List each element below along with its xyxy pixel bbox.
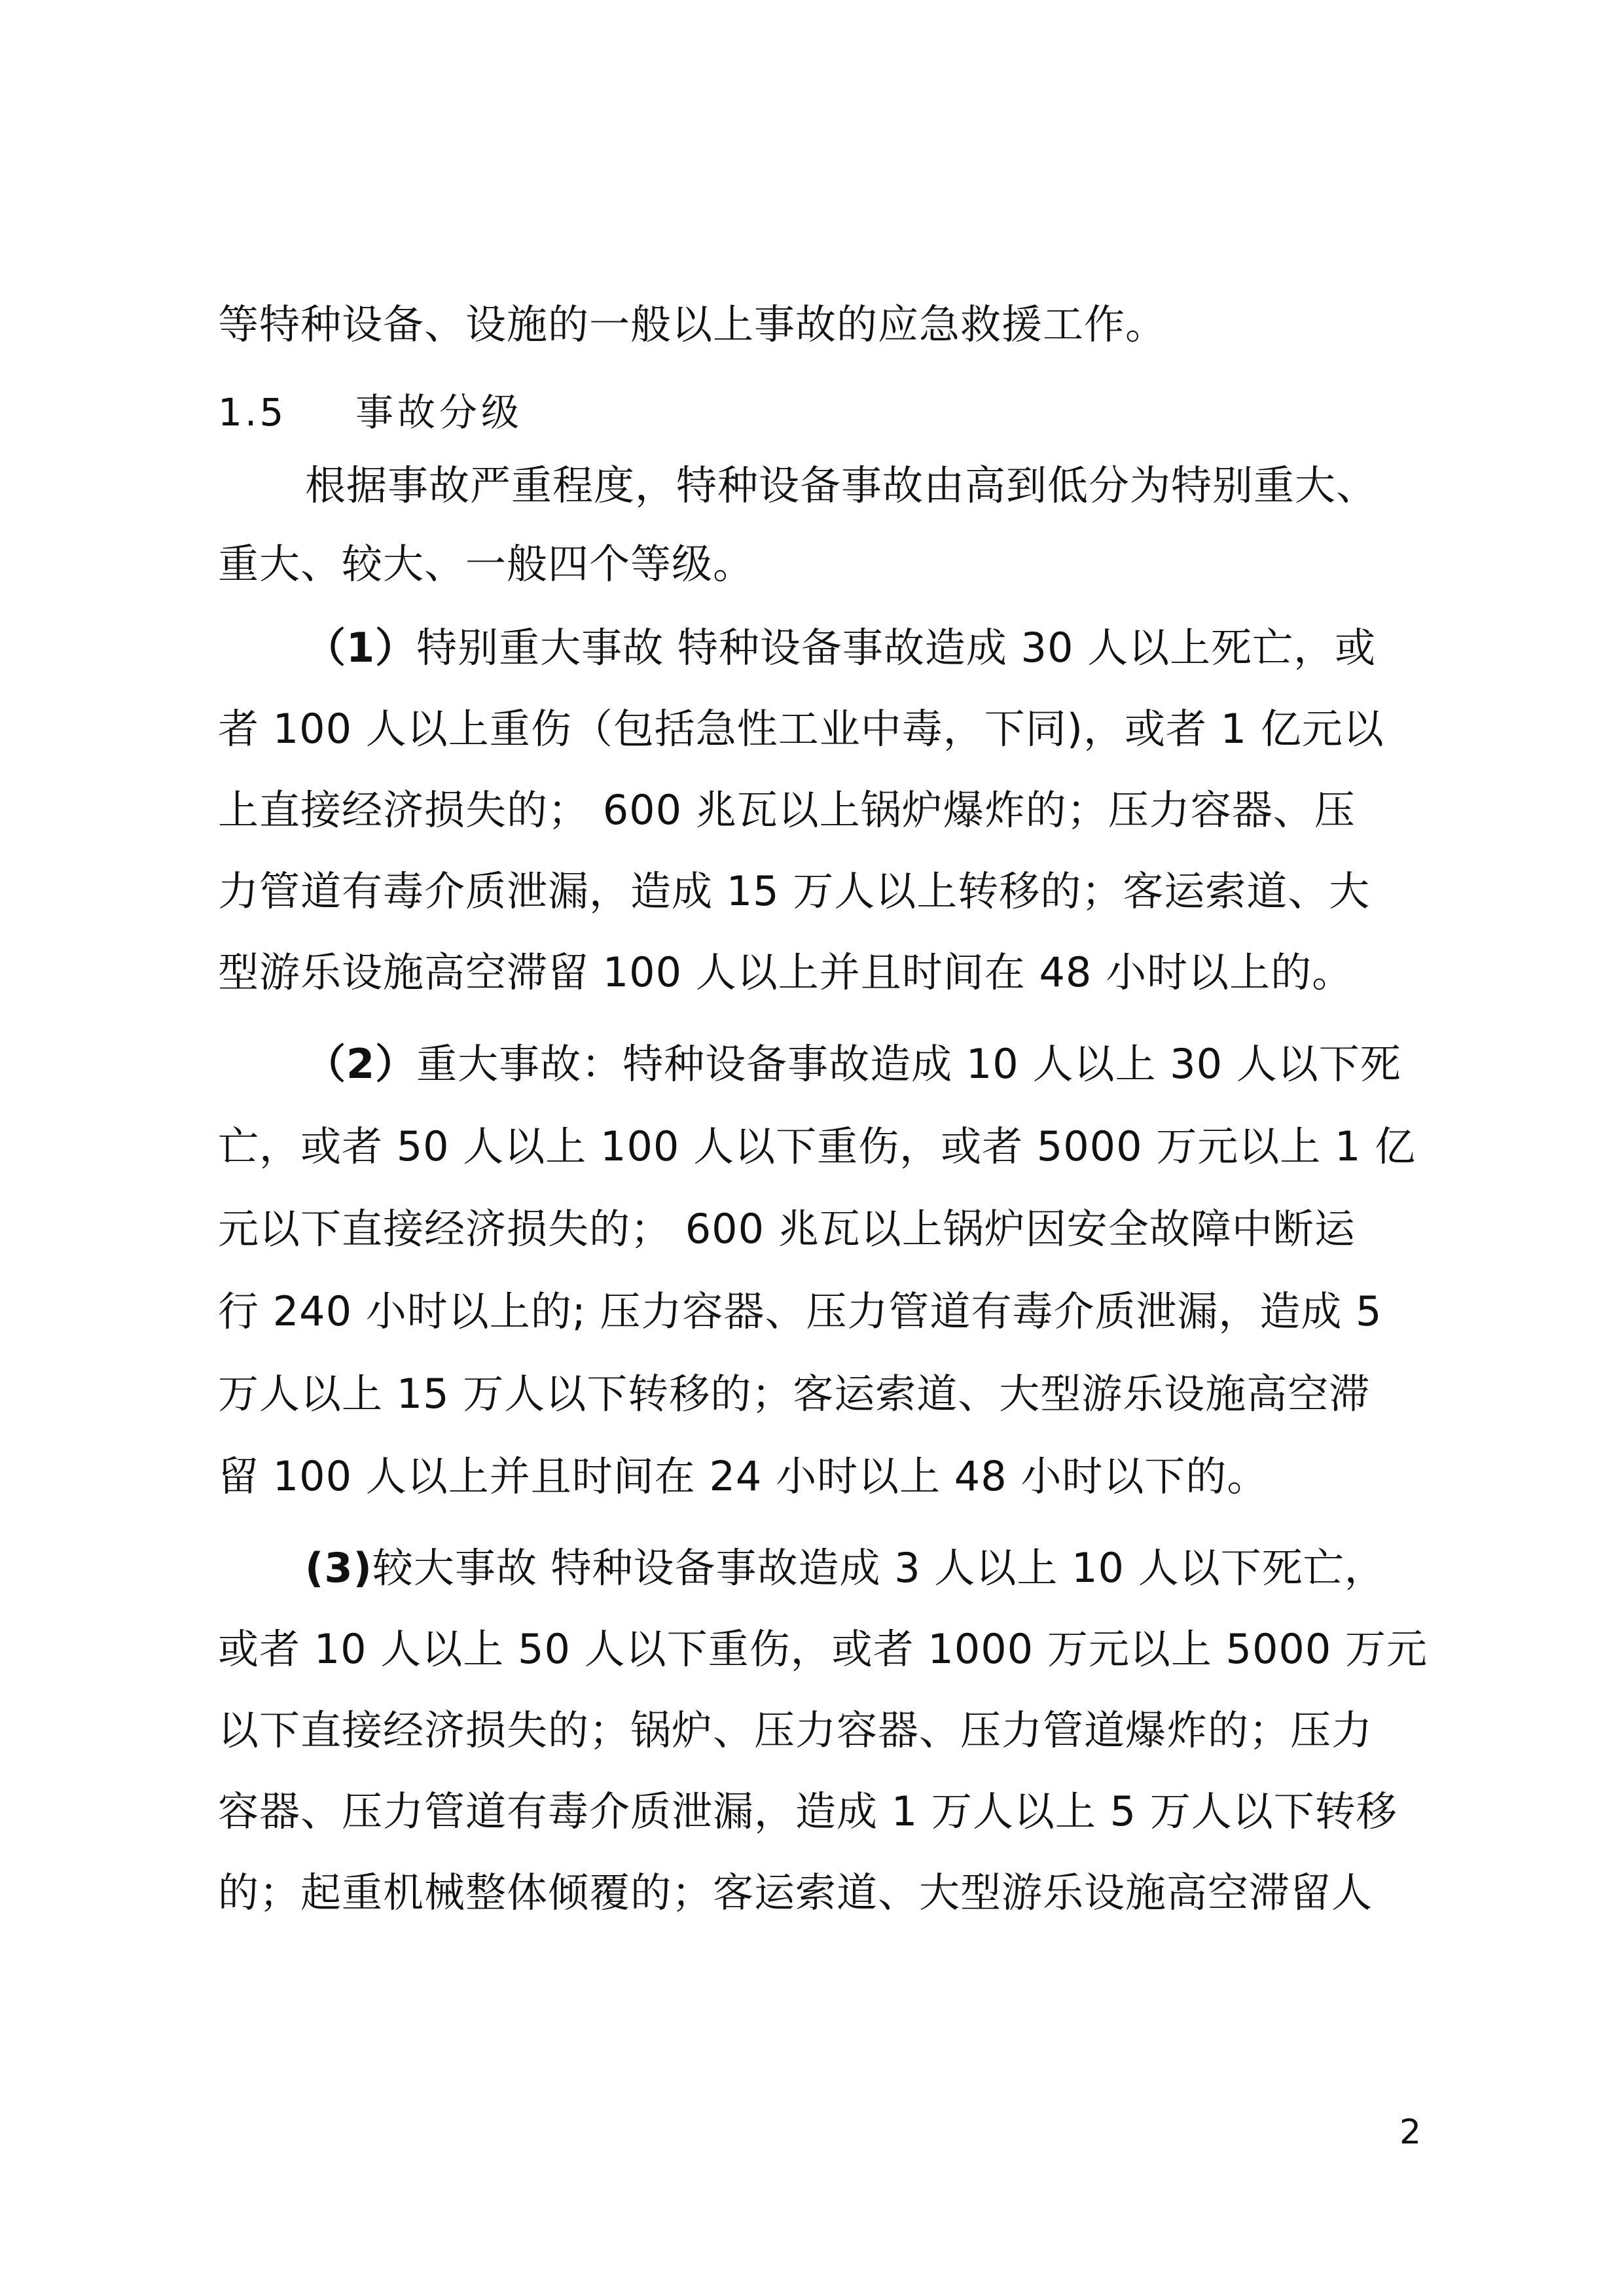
paragraph-line: 型游乐设施高空滞留 100 人以上并且时间在 48 小时以上的。 — [218, 948, 1354, 996]
item-1-text: 特别重大事故 特种设备事故造成 30 人以上死亡，或 — [416, 624, 1377, 672]
paragraph-line: 或者 10 人以上 50 人以下重伤，或者 1000 万元以上 5000 万元 — [218, 1625, 1428, 1673]
item-3-label: (3) — [305, 1544, 372, 1592]
item-3-first-line — [305, 1542, 1416, 1594]
item-2-text: 重大事故：特种设备事故造成 10 人以上 30 人以下死 — [416, 1040, 1401, 1088]
paragraph-line: 者 100 人以上重伤（包括急性工业中毒，下同)，或者 1 亿元以 — [218, 705, 1384, 753]
paragraph-line: 容器、压力管道有毒介质泄漏，造成 1 万人以上 5 万人以下转移 — [218, 1787, 1398, 1835]
paragraph-line: 上直接经济损失的； 600 兆瓦以上锅炉爆炸的；压力容器、压 — [218, 786, 1356, 834]
page-number: 2 — [1399, 2113, 1422, 2152]
paragraph-line: 留 100 人以上并且时间在 24 小时以上 48 小时以下的。 — [218, 1452, 1269, 1500]
section-number: 1.5 — [218, 390, 287, 435]
item-2-label: （2） — [305, 1040, 417, 1088]
item-1-first-line — [305, 622, 1416, 674]
item-1-label: （1） — [305, 624, 417, 672]
paragraph-line: 力管道有毒介质泄漏，造成 15 万人以上转移的；客运索道、大 — [218, 867, 1371, 915]
item-2-first-line — [305, 1038, 1416, 1090]
paragraph-line: 以下直接经济损失的；锅炉、压力容器、压力管道爆炸的；压力 — [218, 1706, 1373, 1754]
section-title: 事故分级 — [355, 390, 524, 435]
section-heading — [218, 386, 523, 439]
paragraph-line: 元以下直接经济损失的； 600 兆瓦以上锅炉因安全故障中断运 — [218, 1205, 1356, 1253]
paragraph-line: 亡，或者 50 人以上 100 人以下重伤，或者 5000 万元以上 1 亿 — [218, 1122, 1416, 1170]
paragraph-line: 重大、较大、一般四个等级。 — [218, 540, 755, 588]
paragraph-line: 的；起重机械整体倾覆的；客运索道、大型游乐设施高空滞留人 — [218, 1869, 1373, 1916]
paragraph-line: 等特种设备、设施的一般以上事故的应急救援工作。 — [218, 300, 1167, 348]
item-3-text: 较大事故 特种设备事故造成 3 人以上 10 人以下死亡， — [372, 1544, 1386, 1592]
paragraph-line: 万人以上 15 万人以下转移的；客运索道、大型游乐设施高空滞 — [218, 1370, 1371, 1418]
paragraph-line: 根据事故严重程度，特种设备事故由高到低分为特别重大、 — [305, 461, 1378, 509]
paragraph-line: 行 240 小时以上的; 压力容器、压力管道有毒介质泄漏，造成 5 — [218, 1287, 1382, 1335]
